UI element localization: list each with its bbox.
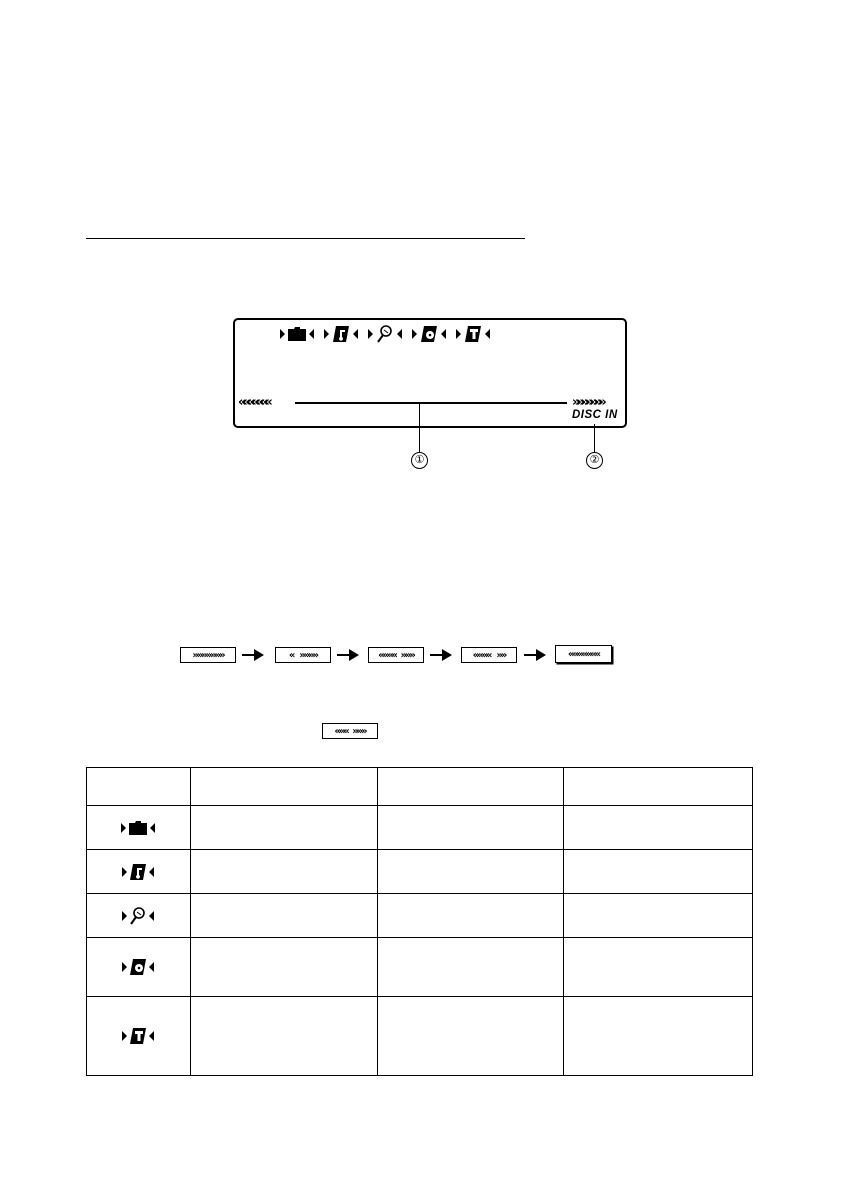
disc-in-indicator: DISC IN (572, 409, 618, 421)
music-file-indicator (324, 326, 358, 342)
callout-2: ② (586, 452, 603, 469)
arrow-right-icon (242, 649, 264, 661)
folder-icon (288, 326, 306, 342)
folder-indicator (280, 326, 314, 342)
table-header-cell (377, 768, 564, 806)
artist-icon (130, 907, 146, 925)
table-cell (377, 850, 564, 894)
callout-leader-1 (419, 403, 420, 452)
arrow-right-icon (524, 649, 546, 661)
album-icon (130, 959, 146, 975)
album-icon (420, 326, 438, 342)
table-header-cell (190, 768, 377, 806)
arrow-right-icon (430, 649, 452, 661)
table-cell (377, 938, 564, 997)
album-indicator (412, 326, 446, 342)
music-file-icon (130, 864, 146, 880)
table-icon-cell (87, 997, 191, 1076)
table-cell (564, 938, 753, 997)
table-icon-cell (87, 850, 191, 894)
sequence-box-1: »»»»»»» (180, 647, 236, 663)
table-cell (564, 997, 753, 1076)
section-divider (86, 238, 525, 239)
artist-icon (376, 326, 394, 342)
table-cell (564, 806, 753, 850)
table-row (87, 997, 753, 1076)
progress-bar-line (295, 402, 567, 404)
right-progress-chevrons: »»»»»»» (572, 395, 603, 410)
table-row (87, 938, 753, 997)
callout-leader-2 (594, 424, 595, 452)
sequence-box-5: ««««««« (555, 645, 612, 663)
artist-indicator (368, 326, 402, 342)
sequence-box-3: «««« »»» (368, 647, 424, 663)
indicator-icon-strip (280, 324, 490, 344)
callout-1: ① (411, 452, 428, 469)
table-header-cell (87, 768, 191, 806)
sequence-box-4: «««« »» (461, 647, 517, 663)
table-row (87, 806, 753, 850)
music-file-icon (332, 326, 350, 342)
table-icon-cell (87, 894, 191, 938)
title-icon (130, 1028, 146, 1044)
table-icon-cell (87, 806, 191, 850)
indicator-table (86, 767, 753, 1076)
folder-icon (129, 821, 147, 835)
table-cell (190, 806, 377, 850)
table-cell (190, 938, 377, 997)
left-progress-chevrons: ««««««« (238, 395, 269, 410)
title-icon (464, 326, 482, 342)
table-cell (377, 806, 564, 850)
example-progress-box: ««« »»» (322, 723, 378, 739)
title-indicator (456, 326, 490, 342)
table-cell (190, 894, 377, 938)
table-row (87, 850, 753, 894)
table-header-row (87, 768, 753, 806)
table-cell (190, 997, 377, 1076)
arrow-right-icon (337, 649, 359, 661)
table-cell (377, 894, 564, 938)
table-row (87, 894, 753, 938)
sequence-box-2: « »»»» (275, 647, 331, 663)
table-header-cell (564, 768, 753, 806)
table-cell (190, 850, 377, 894)
table-icon-cell (87, 938, 191, 997)
table-cell (564, 850, 753, 894)
table-cell (564, 894, 753, 938)
table-cell (377, 997, 564, 1076)
